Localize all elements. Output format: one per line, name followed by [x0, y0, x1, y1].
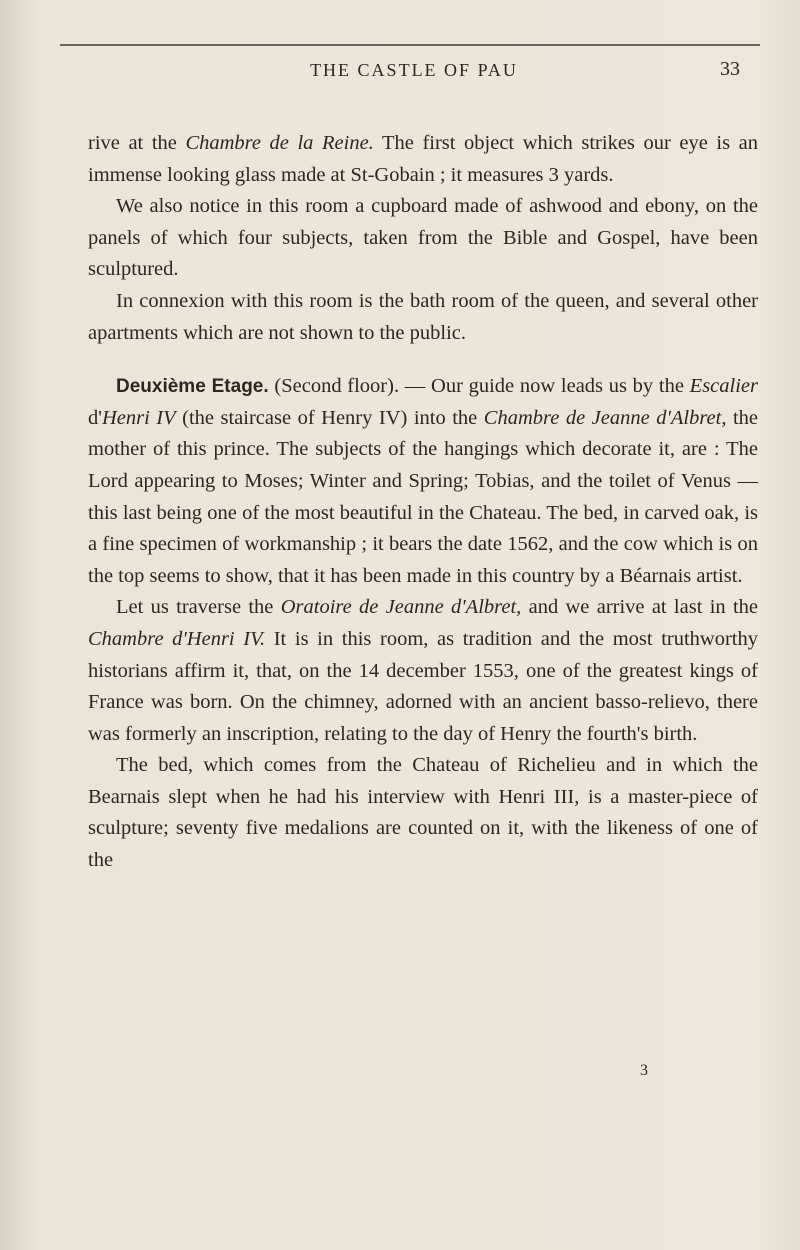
page-number: 33 [720, 58, 740, 80]
paragraph [88, 750, 758, 876]
italic-text: Escalier [689, 375, 758, 398]
text-run: and we arrive at last in the [521, 596, 759, 619]
paragraph [88, 286, 758, 349]
text-run: The first object which strikes our eye is an immense looking glass made at St-Gobain ; it measures 3 yards. [88, 132, 758, 186]
page-header [88, 50, 740, 90]
text-run: Let us traverse the [116, 596, 281, 619]
italic-text: Oratoire de Jeanne d'Albret, [280, 596, 522, 619]
text-run: d' [88, 406, 102, 429]
text-run: (Second floor). — Our guide now leads us by the [268, 375, 690, 398]
body-text [88, 128, 758, 877]
italic-text: Chambre d'Henri IV. [88, 627, 266, 650]
text-run: We also notice in this room a cupboard made of ashwood and ebony, on the panels of which four subjects, taken from the Bible and Gospel, have been sculptured. [88, 195, 758, 281]
italic-text: Henri IV [101, 406, 176, 429]
text-run: the mother of this prince. The subjects of the hangings which decorate it, are : The Lord appearing to Moses; Winter and Spring; Tobias, and the toilet of Venus — this last being one of the most beautiful in the Chateau. The bed, in carved oak, is a fine specimen of workmanship ; it bears the date 1562, and the cow which is on the top seems to show, that it has been made in this country by a Béarnais artist. [88, 406, 759, 587]
paragraph [88, 191, 758, 286]
paragraph [88, 128, 758, 191]
italic-text: Chambre de Jeanne d'Albret, [483, 406, 727, 429]
text-run: It is in this room, as tradition and the most truthworthy historians affirm it, that, on the 14 december 1553, one of the greatest kings of France was born. On the chimney, adorned with an ancient basso-relievo, there was formerly an inscription, relating to the day of Henry the fourth's birth. [88, 627, 758, 745]
paragraph [88, 371, 758, 592]
italic-text: Chambre de la Reine. [185, 132, 374, 154]
text-run: rive at the [88, 132, 186, 154]
text-run: (the staircase of Henry IV) into the [175, 406, 484, 429]
header-rule [60, 44, 760, 46]
signature-mark: 3 [640, 1062, 648, 1079]
paragraph [88, 592, 758, 750]
section-heading: Deuxième Etage. [116, 376, 269, 398]
text-run: In connexion with this room is the bath room of the queen, and several other apartments which are not shown to the public. [88, 289, 758, 344]
running-title: THE CASTLE OF PAU [310, 60, 518, 80]
text-run: The bed, which comes from the Chateau of Richelieu and in which the Bearnais slept when he had his interview with Henri III, is a master-piece of sculpture; seventy five medalions are counted on it, with the likeness of one of the [88, 754, 758, 872]
